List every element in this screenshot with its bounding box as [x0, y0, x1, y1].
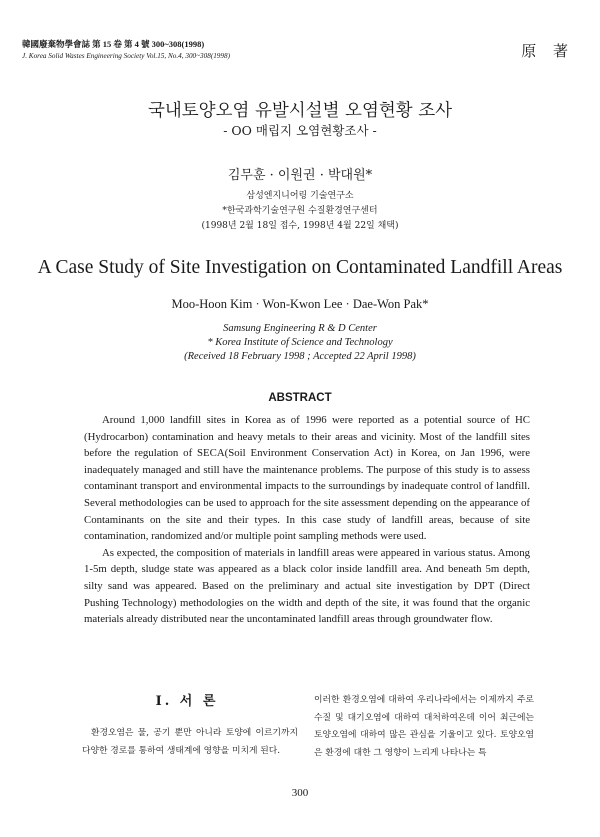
abstract-heading: ABSTRACT — [268, 392, 332, 404]
abstract-paragraph-1: Around 1,000 landfill sites in Korea as of 1996 were reported as a potential source of HC (Hydrocarbon) contamination and heavy metals to their areas and vicinity. Most of the landfill sites before the regulation of SECA(Soil Environment Conservation Act) in Korea, on Jan 1996, were inadequately managed and still have the maintenance problems. The purpose of this study is to assess contaminant transport and environmental impacts to the surroundings by inadequate control of landfill. Several methodologies can be used to approach for the site assessment depending on the appearance of Contaminants on the site and their types. In this case study of landfill areas, because of site contamination, randomized and/or multiple point sampling methods were used. — [84, 414, 530, 543]
english-affiliation-2: * Korea Institute of Science and Technology — [207, 337, 393, 348]
english-received-dates: (Received 18 February 1998 ; Accepted 22 April 1998) — [184, 351, 416, 362]
korean-authors: 김무훈 · 이원권 · 박대원* — [227, 168, 373, 183]
page-number: 300 — [291, 787, 309, 799]
english-affiliations — [0, 322, 600, 364]
abstract-body — [84, 412, 530, 628]
article-type-label: 原 著 — [521, 42, 574, 60]
abstract-paragraph-2: As expected, the composition of materials in landfill areas were appeared in various status. Among 1-5m depth, sludge state was appeared as a black color inside landfill area. And beneath 5m depth, silty sand was appeared. Based on the preliminary and actual site investigation by DPT (Direct Pushing Technology) methodologies on the width and depth of the site, it was found that the organic materials already distributed near the uncontaminated landfill areas through groundwater flow. — [84, 546, 530, 626]
english-authors: Moo-Hoon Kim · Won-Kwon Lee · Dae-Won Pak* — [171, 297, 429, 311]
intro-text-left: 환경오염은 물, 공기 뿐만 아니라 토양에 이르기까지 다양한 경로를 통하여 생태계에 영향을 미치게 된다. — [82, 728, 298, 756]
korean-affiliation-1: 삼성엔지니어링 기술연구소 — [246, 191, 354, 201]
korean-title: 국내토양오염 유발시설별 오염현황 조사 — [147, 101, 453, 121]
korean-affiliations — [0, 189, 600, 234]
journal-header — [22, 38, 230, 62]
journal-citation-korean: 韓國廢棄物學會誌 第 15 卷 第 4 號 300~308(1998) — [22, 39, 205, 49]
journal-citation-english: J. Korea Solid Wastes Engineering Society Vol.15, No.4, 300~308(1998) — [22, 52, 230, 60]
body-column-left — [82, 725, 298, 760]
intro-text-right: 이러한 환경오염에 대하여 우리나라에서는 이제까지 주로 수질 및 대기오염에 대하여 대처하여온데 이어 최근에는 토양오염에 대하여 많은 관심을 기울이고 있다. 토양오염은 환경에 대한 그 영향이 느리게 나타나는 특 — [314, 695, 534, 758]
korean-received-dates: (1998년 2월 18일 접수, 1998년 4월 22일 채택) — [201, 221, 399, 231]
english-affiliation-1: Samsung Engineering R & D Center — [223, 323, 377, 334]
english-title: A Case Study of Site Investigation on Contaminated Landfill Areas — [37, 257, 563, 278]
korean-subtitle: - OO 매립지 오염현황조사 - — [223, 123, 377, 138]
body-column-right — [314, 692, 534, 762]
section-heading-introduction: I. 서 론 — [155, 694, 219, 709]
korean-affiliation-2: *한국과학기술연구원 수질환경연구센터 — [222, 206, 378, 216]
